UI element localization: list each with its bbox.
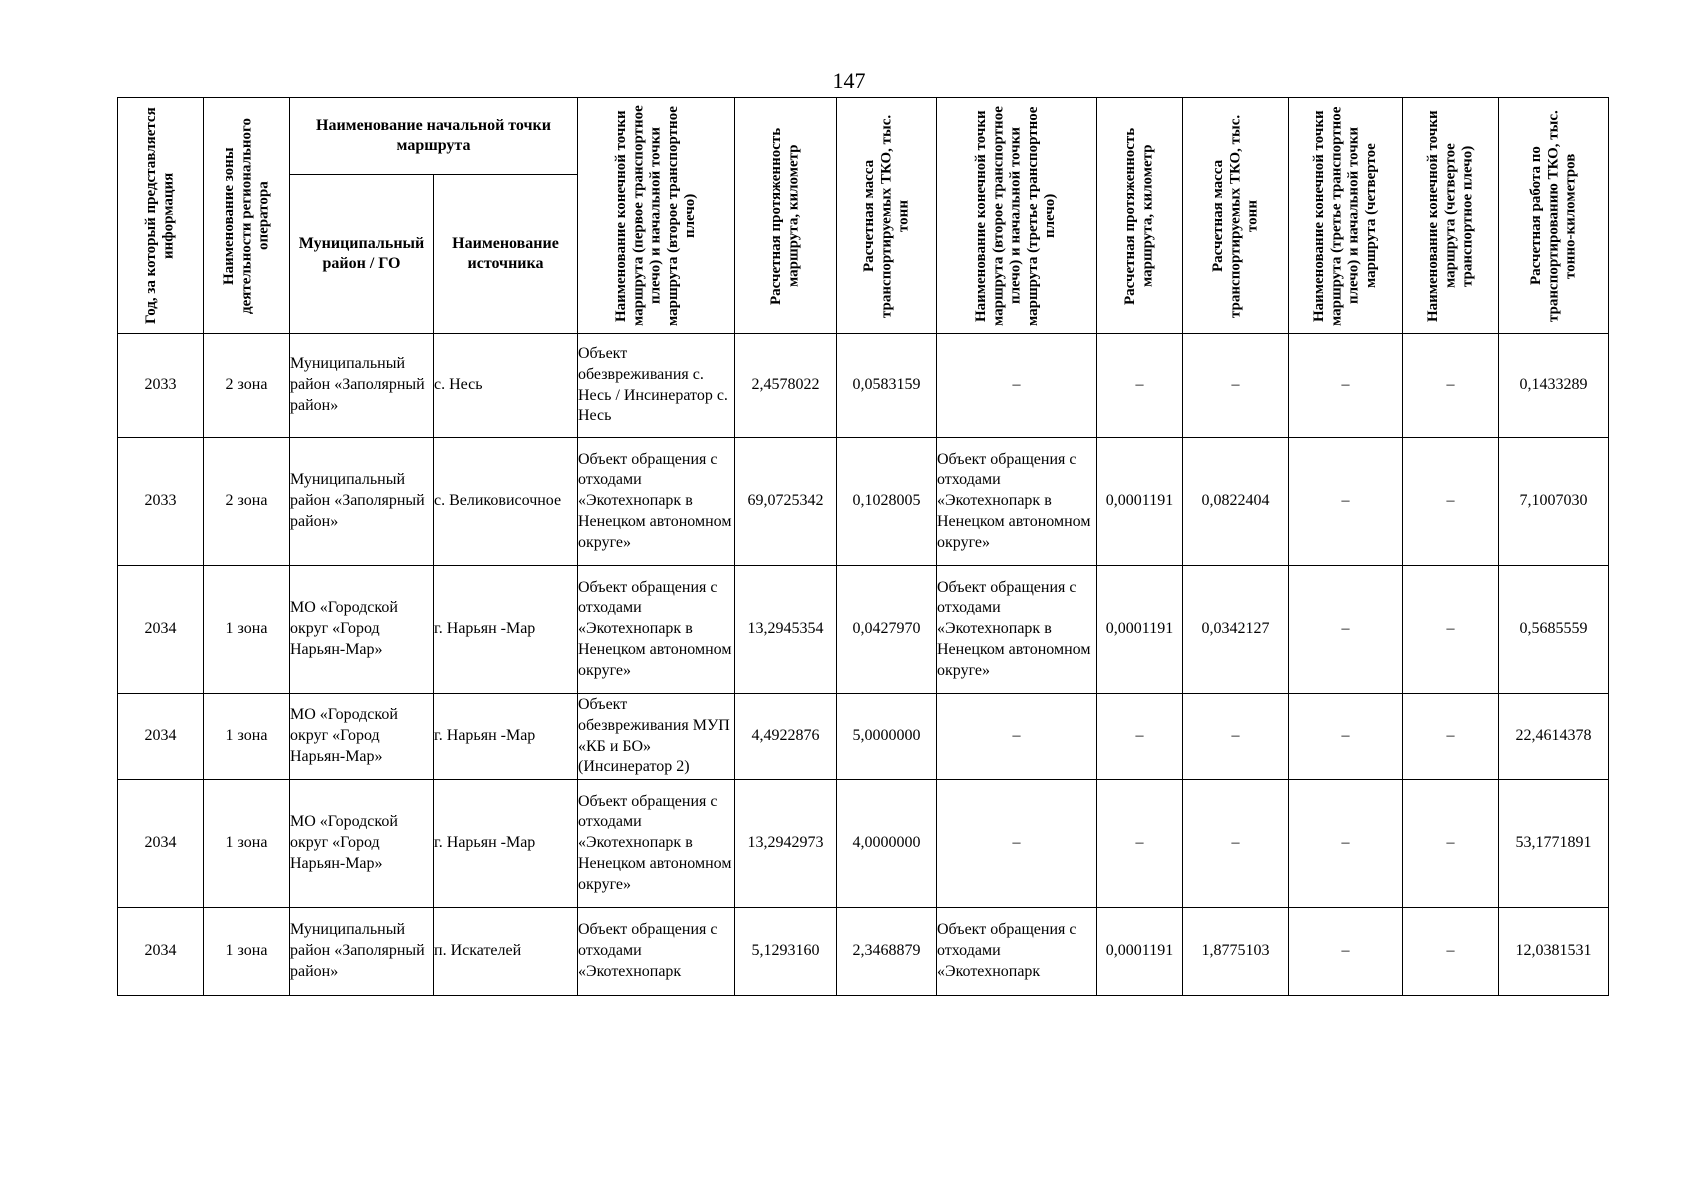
cell-source: г. Нарьян -Мар [434,694,578,780]
header-end-point-2: Наименование конечной точки маршрута (второе транспортное плечо) и начальной точки маршрута (третье транспортное плечо) [937,98,1097,334]
cell-end-point-3: – [1289,566,1403,694]
cell-end-point-2: – [937,694,1097,780]
header-year: Год, за который представляется информация [118,98,204,334]
cell-source: с. Несь [434,334,578,438]
cell-mass-1: 2,3468879 [837,908,937,996]
cell-length-1: 13,2945354 [735,566,837,694]
cell-mass-1: 5,0000000 [837,694,937,780]
cell-end-point-2: – [937,780,1097,908]
cell-year: 2034 [118,780,204,908]
header-end-point-4: Наименование конечной точки маршрута (четвертое транспортное плечо) [1403,98,1499,334]
cell-mass-2: 0,0342127 [1183,566,1289,694]
cell-end-point-3: – [1289,908,1403,996]
header-start-point: Наименование начальной точки маршрута [290,98,578,175]
cell-length-2: 0,0001191 [1097,566,1183,694]
cell-source: г. Нарьян -Мар [434,566,578,694]
cell-length-2: 0,0001191 [1097,908,1183,996]
cell-end-point-3: – [1289,780,1403,908]
cell-work: 7,1007030 [1499,438,1609,566]
table-row [118,908,1609,996]
cell-mass-2: 0,0822404 [1183,438,1289,566]
cell-zone: 1 зона [204,780,290,908]
table-row [118,566,1609,694]
cell-end-point-3: – [1289,438,1403,566]
cell-end-point-4: – [1403,780,1499,908]
cell-end-point-1: Объект обращения с отходами «Экотехнопарк в Ненецком автономном округе» [578,566,735,694]
cell-source: с. Великовисочное [434,438,578,566]
cell-end-point-1: Объект обращения с отходами «Экотехнопарк в Ненецком автономном округе» [578,438,735,566]
table-row [118,438,1609,566]
cell-source: г. Нарьян -Мар [434,780,578,908]
cell-mass-1: 0,0427970 [837,566,937,694]
header-mass-2: Расчетная масса транспортируемых ТКО, тыс. тонн [1183,98,1289,334]
cell-source: п. Искателей [434,908,578,996]
cell-length-1: 4,4922876 [735,694,837,780]
cell-end-point-4: – [1403,334,1499,438]
cell-mass-1: 4,0000000 [837,780,937,908]
header-municipality: Муниципальный район / ГО [290,175,434,334]
cell-end-point-4: – [1403,694,1499,780]
cell-year: 2033 [118,334,204,438]
header-end-point-1: Наименование конечной точки маршрута (первое транспортное плечо) и начальной точки маршрута (второе транспортное плечо) [578,98,735,334]
cell-mass-2: – [1183,780,1289,908]
cell-end-point-4: – [1403,438,1499,566]
cell-end-point-4: – [1403,908,1499,996]
cell-work: 0,1433289 [1499,334,1609,438]
header-zone: Наименование зоны деятельности регионального оператора [204,98,290,334]
cell-municipality: МО «Городской округ «Город Нарьян-Мар» [290,780,434,908]
cell-zone: 1 зона [204,908,290,996]
cell-length-2: – [1097,780,1183,908]
header-length-1: Расчетная протяженность маршрута, километр [735,98,837,334]
cell-year: 2033 [118,438,204,566]
cell-end-point-3: – [1289,694,1403,780]
routes-table [117,97,1609,996]
cell-length-1: 69,0725342 [735,438,837,566]
cell-end-point-1: Объект обращения с отходами «Экотехнопарк [578,908,735,996]
cell-end-point-2: – [937,334,1097,438]
table-row [118,780,1609,908]
cell-municipality: Муниципальный район «Заполярный район» [290,334,434,438]
cell-mass-1: 0,0583159 [837,334,937,438]
cell-mass-2: – [1183,334,1289,438]
cell-length-2: 0,0001191 [1097,438,1183,566]
cell-municipality: МО «Городской округ «Город Нарьян-Мар» [290,694,434,780]
header-work: Расчетная работа по транспортированию ТКО, тыс. тонно-километров [1499,98,1609,334]
cell-end-point-1: Объект обезвреживания с. Несь / Инсинератор с. Несь [578,334,735,438]
cell-end-point-2: Объект обращения с отходами «Экотехнопарк [937,908,1097,996]
cell-mass-2: – [1183,694,1289,780]
cell-length-1: 5,1293160 [735,908,837,996]
cell-year: 2034 [118,908,204,996]
cell-length-1: 13,2942973 [735,780,837,908]
cell-end-point-4: – [1403,566,1499,694]
cell-mass-2: 1,8775103 [1183,908,1289,996]
cell-work: 12,0381531 [1499,908,1609,996]
cell-end-point-3: – [1289,334,1403,438]
cell-municipality: Муниципальный район «Заполярный район» [290,908,434,996]
cell-end-point-2: Объект обращения с отходами «Экотехнопарк в Ненецком автономном округе» [937,566,1097,694]
page-number: 147 [832,68,866,93]
cell-zone: 2 зона [204,438,290,566]
cell-zone: 1 зона [204,694,290,780]
cell-municipality: МО «Городской округ «Город Нарьян-Мар» [290,566,434,694]
cell-end-point-2: Объект обращения с отходами «Экотехнопарк в Ненецком автономном округе» [937,438,1097,566]
cell-year: 2034 [118,694,204,780]
table-row [118,694,1609,780]
cell-municipality: Муниципальный район «Заполярный район» [290,438,434,566]
header-end-point-3: Наименование конечной точки маршрута (третье транспортное плечо) и начальной точки маршрута (четвертое [1289,98,1403,334]
cell-zone: 2 зона [204,334,290,438]
cell-length-2: – [1097,694,1183,780]
cell-year: 2034 [118,566,204,694]
cell-length-2: – [1097,334,1183,438]
cell-work: 0,5685559 [1499,566,1609,694]
cell-zone: 1 зона [204,566,290,694]
header-source: Наименование источника [434,175,578,334]
cell-work: 22,4614378 [1499,694,1609,780]
header-length-2: Расчетная протяженность маршрута, километр [1097,98,1183,334]
cell-length-1: 2,4578022 [735,334,837,438]
cell-end-point-1: Объект обращения с отходами «Экотехнопарк в Ненецком автономном округе» [578,780,735,908]
header-mass-1: Расчетная масса транспортируемых ТКО, тыс. тонн [837,98,937,334]
cell-mass-1: 0,1028005 [837,438,937,566]
table-row [118,334,1609,438]
cell-end-point-1: Объект обезвреживания МУП «КБ и БО» (Инсинератор 2) [578,694,735,780]
cell-work: 53,1771891 [1499,780,1609,908]
